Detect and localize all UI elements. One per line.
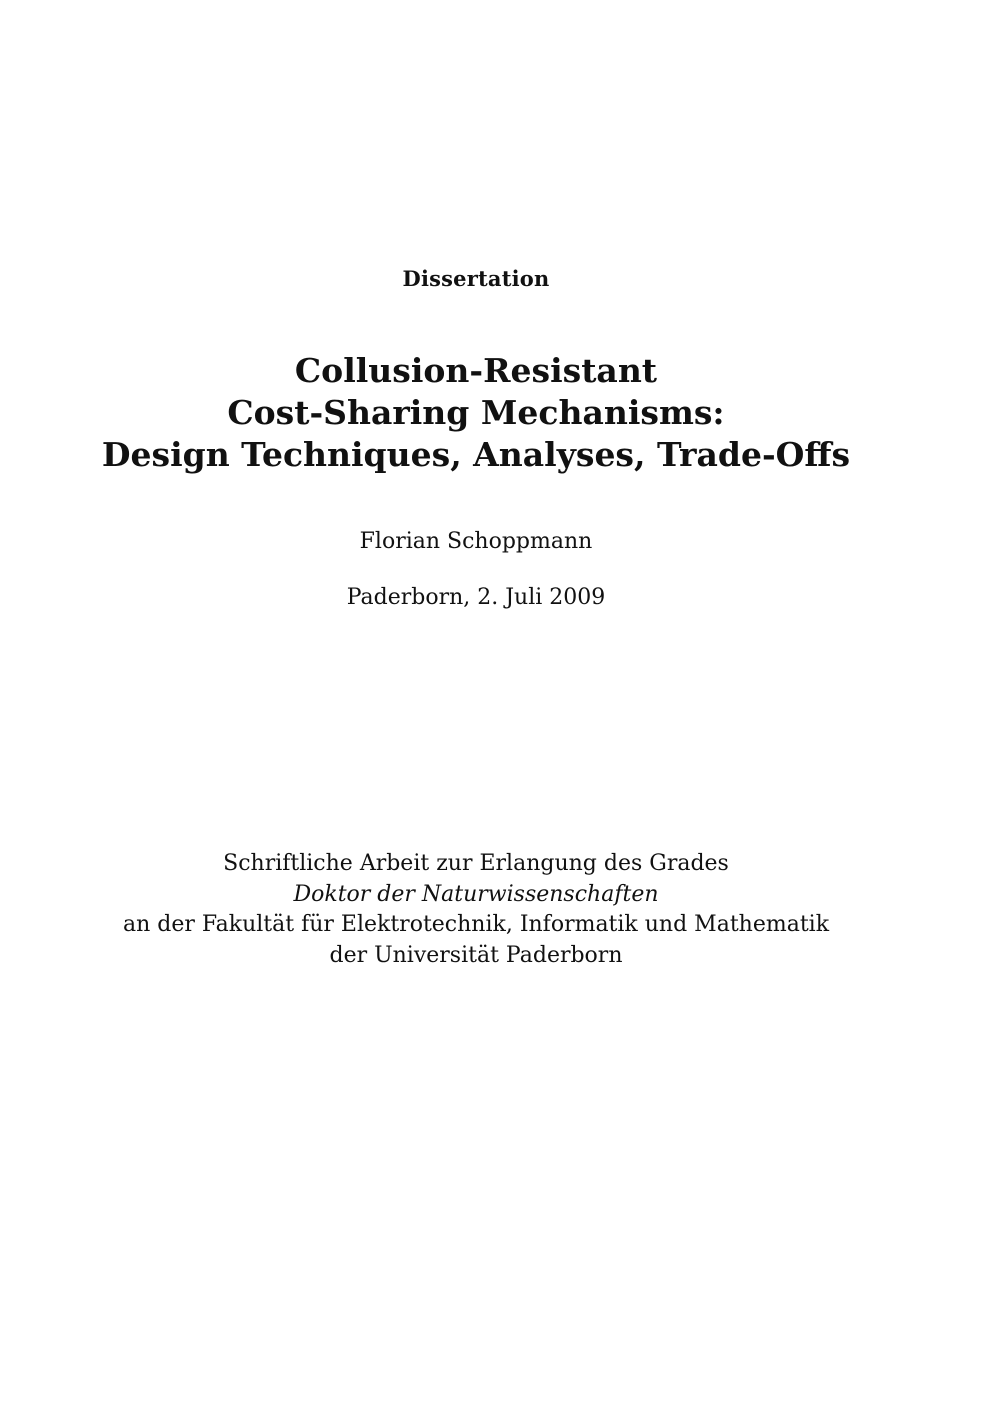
- degree-statement: [0, 849, 952, 971]
- document-type-label: Dissertation: [402, 266, 550, 291]
- degree-line-4: der Universität Paderborn: [329, 942, 623, 968]
- place-and-date: Paderborn, 2. Juli 2009: [346, 585, 606, 610]
- author-name: Florian Schoppmann: [359, 529, 593, 554]
- degree-line-1: Schriftliche Arbeit zur Erlangung des Grades: [223, 851, 729, 876]
- degree-line-2: Doktor der Naturwissenschaften: [293, 881, 659, 907]
- title-line-2: Cost-Sharing Mechanisms:: [227, 393, 725, 432]
- title-line-1: Collusion-Resistant: [294, 351, 658, 390]
- degree-line-3: an der Fakultät für Elektrotechnik, Informatik und Mathematik: [122, 912, 830, 937]
- dissertation-title: [0, 350, 952, 476]
- title-line-3: Design Techniques, Analyses, Trade-Offs: [101, 435, 851, 474]
